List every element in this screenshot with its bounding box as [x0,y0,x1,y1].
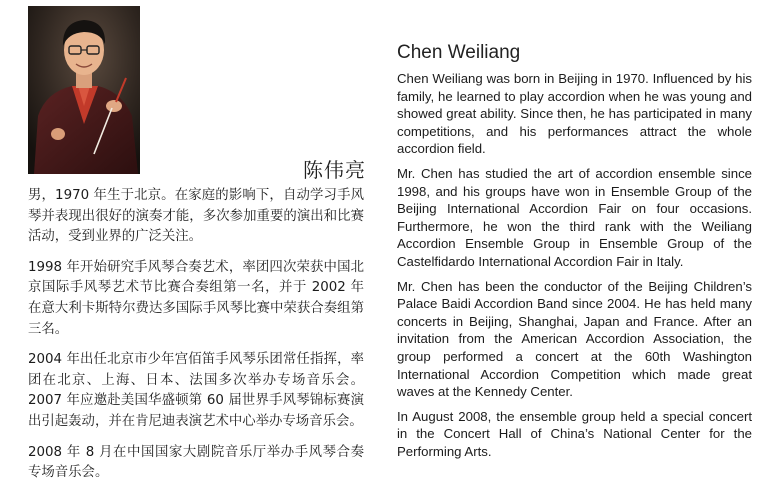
chinese-biography [28,186,364,494]
chinese-paragraph-3: 2004 年出任北京市少年宫佰笛手风琴乐团常任指挥，率团在北京、上海、日本、法国多次举办专场音乐会。2007 年应邀赴美国华盛顿第 60 届世界手风琴锦标赛演出引起轰动，并在肯尼迪表演艺术中心举办专场音乐会。 [28,352,364,429]
english-paragraph-1: Chen Weiliang was born in Beijing in 1970. Influenced by his family, he learned to play accordion when he was young and showed great ability. Since then, he has participated in many competitions, and his performances attract the whole accordion field. [397,71,752,157]
conductor-portrait-photo [28,6,140,174]
english-column [397,42,752,467]
english-paragraph-3: Mr. Chen has been the conductor of the Beijing Children’s Palace Baidi Accordion Band since 2004. He has held many concerts in Beijing, Shanghai, Japan and France. After an invitation from the American Accordion Association, the group performed a concert at the 60th Washington International Accordion Competition which made great waves at the Kennedy Center. [397,278,752,400]
chinese-paragraph-2: 1998 年开始研究手风琴合奏艺术，率团四次荣获中国北京国际手风琴艺术节比赛合奏组第一名，并于 2002 年在意大利卡斯特尔费达多国际手风琴比赛中荣获合奏组第三名。 [28,259,364,337]
chinese-paragraph-4: 2008 年 8 月在中国国家大剧院音乐厅举办手风琴合奏专场音乐会。 [28,444,364,481]
english-paragraph-4: In August 2008, the ensemble group held a special concert in the Concert Hall of China’s National Center for the Performing Arts. [397,408,752,459]
english-paragraph-2: Mr. Chen has studied the art of accordion ensemble since 1998, and his groups have won in Ensemble Group of the Beijing International Accordion Fair on four occasions. Furthermore, he won the third rank with the Weiliang Accordion Ensemble Group in Ensemble Group of the Castelfidardo International Accordion Fair in Italy. [397,165,752,269]
chinese-name-heading: 陈伟亮 [303,158,366,182]
chinese-paragraph-1: 男，1970 年生于北京。在家庭的影响下，自动学习手风琴并表现出很好的演奏才能，多次参加重要的演出和比赛活动，受到业界的广泛关注。 [28,188,364,245]
chinese-column [28,6,368,481]
english-name-heading: Chen Weiliang [397,42,521,63]
